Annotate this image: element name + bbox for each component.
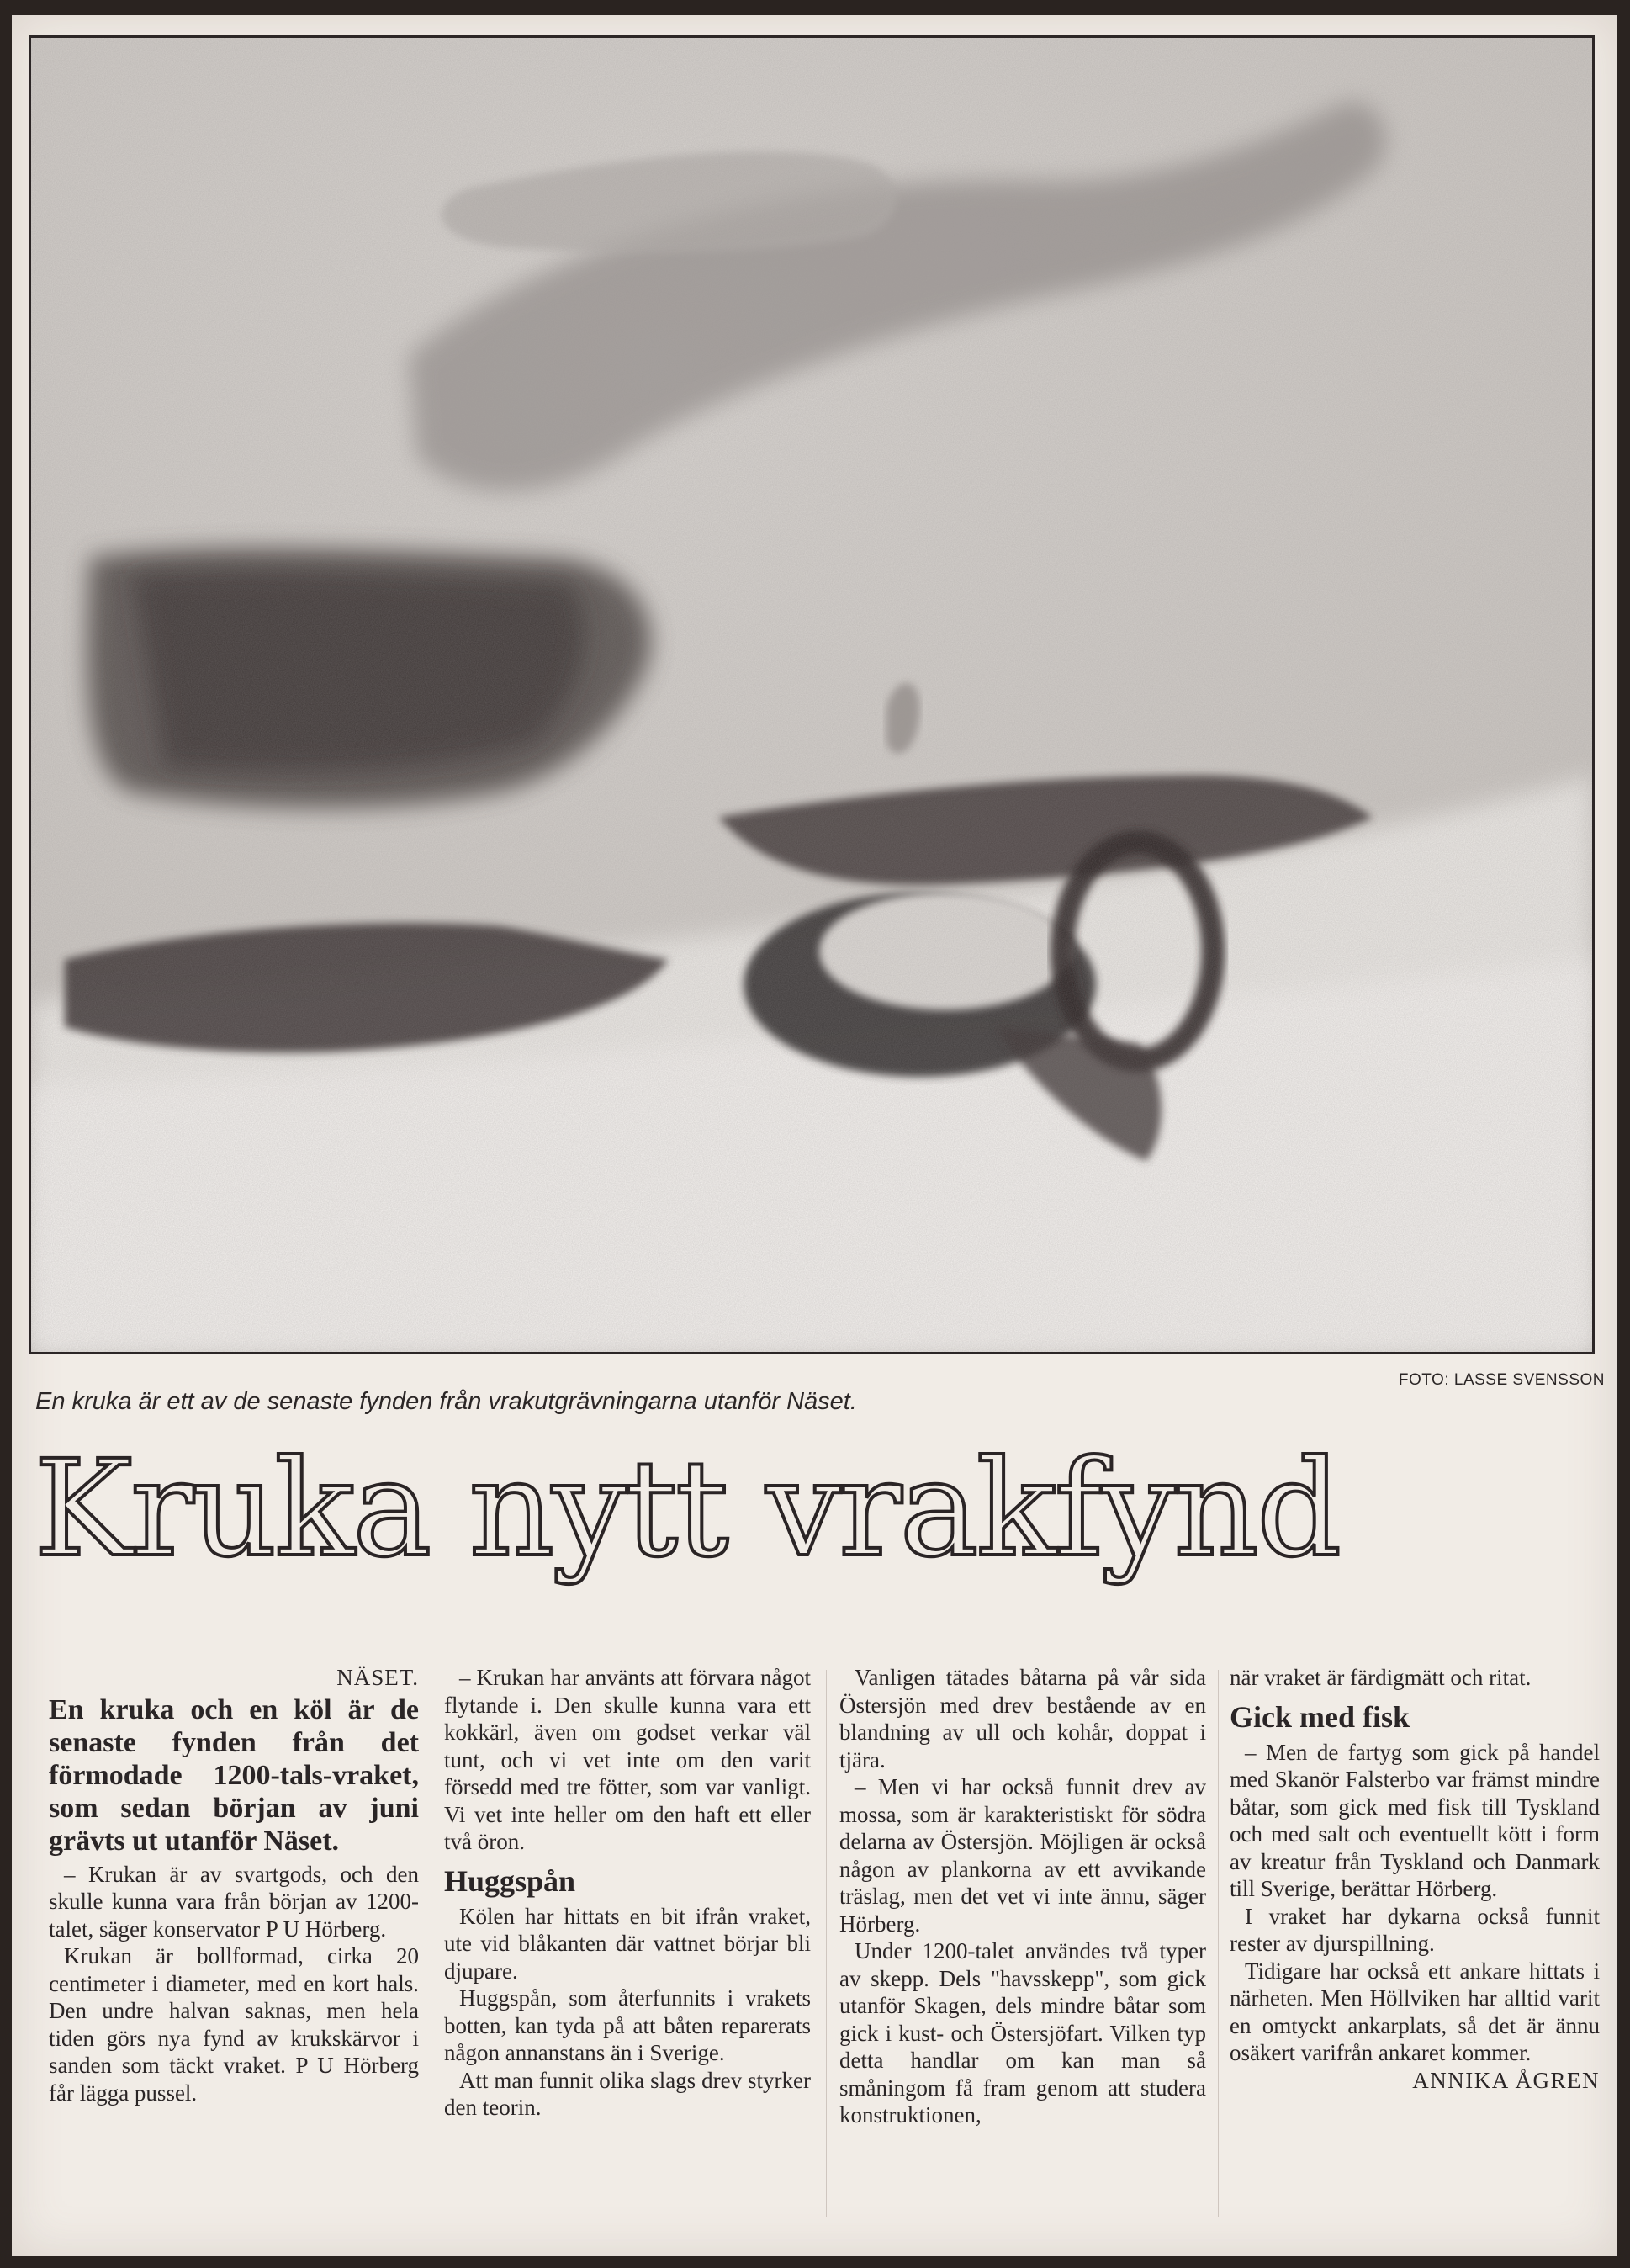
column-rule bbox=[1218, 1670, 1219, 2217]
headline: Kruka nytt vrakfynd bbox=[34, 1432, 1340, 1587]
photo-credit: FOTO: LASSE SVENSSON bbox=[1398, 1371, 1605, 1389]
article-column-3 bbox=[839, 1664, 1206, 2129]
subheading-gick-med-fisk: Gick med fisk bbox=[1230, 1699, 1410, 1734]
pot-photo-illustration bbox=[31, 38, 1592, 1352]
paragraph: Kölen har hittats en bit ifrån vraket, ute vid blåkanten där vattnet börjar bli djupare. bbox=[444, 1903, 811, 1984]
paragraph: I vraket har dykarna också funnit rester av djurspillning. bbox=[1230, 1903, 1600, 1956]
paragraph: Tidigare har också ett ankare hittats i närheten. Men Höllviken har alltid varit en omtyckt ankarplats, så det är ännu osäkert varifrån ankaret kommer. bbox=[1230, 1958, 1600, 2065]
paragraph: Huggspån, som återfunnits i vrakets botten, kan tyda på att båten reparerats någon annanstans än i Sverige. bbox=[444, 1985, 811, 2065]
paragraph: Vanligen tätades båtarna på vår sida Östersjön med drev bestående av en blandning av ull och kohår, doppat i tjära. bbox=[839, 1665, 1206, 1773]
paragraph: Krukan är bollformad, cirka 20 centimeter i diameter, med en kort hals. Den undre halvan saknas, men hela tiden görs nya fynd av krukskärvor i sanden som täckt vraket. P U Hörberg får lägga pussel. bbox=[49, 1943, 419, 2106]
paragraph: – Men de fartyg som gick på handel med Skanör Falsterbo var främst mindre båtar, som gick med fisk till Tyskland och med salt och eventuellt kött i form av kreatur från Tyskland och Danmark till Sverige, berättar Hörberg. bbox=[1230, 1739, 1600, 1901]
article-column-1 bbox=[49, 1664, 419, 2106]
paragraph: när vraket är färdigmätt och ritat. bbox=[1230, 1665, 1532, 1690]
paragraph: Att man funnit olika slags drev styrker den teorin. bbox=[444, 2067, 811, 2120]
article-column-4 bbox=[1230, 1664, 1600, 2094]
byline: ANNIKA ÅGREN bbox=[1412, 2067, 1600, 2093]
lede-paragraph: En kruka och en köl är de senaste fynden från det förmodade 1200-tals-vraket, som sedan början av juni grävts ut utanför Näset. bbox=[49, 1693, 419, 1857]
column-rule bbox=[826, 1670, 827, 2217]
dateline: NÄSET. bbox=[336, 1665, 419, 1690]
paragraph: Under 1200-talet användes två typer av skepp. Dels "havsskepp", som gick utanför Skagen, dels mindre båtar som gick i kust- och Östersjöfart. Vilken typ detta handlar om kan man så småningom få fram genom att studera konstruktionen, bbox=[839, 1938, 1206, 2128]
article-photo bbox=[29, 35, 1595, 1354]
paragraph: – Krukan är av svartgods, och den skulle kunna vara från början av 1200-talet, säger konservator P U Hörberg. bbox=[49, 1861, 419, 1942]
paragraph: – Men vi har också funnit drev av mossa, som är karakteristiskt för södra delarna av Östersjön. Möjligen är också någon av plankorna av ett avvikande träslag, men det vet vi inte ännu, säger Hörberg. bbox=[839, 1774, 1206, 1937]
paragraph: – Krukan har använts att förvara något flytande i. Den skulle kunna vara ett kokkärl, även om godset verkar väl tunt, och vi vet inte om den varit försedd med tre fötter, som var vanligt. Vi vet inte heller om den haft ett eller två öron. bbox=[444, 1665, 811, 1854]
subheading-huggspan: Huggspån bbox=[444, 1863, 576, 1898]
photo-caption: En kruka är ett av de senaste fynden från vrakutgrävningarna utanför Näset. bbox=[35, 1388, 857, 1415]
article-column-2 bbox=[444, 1664, 811, 2122]
